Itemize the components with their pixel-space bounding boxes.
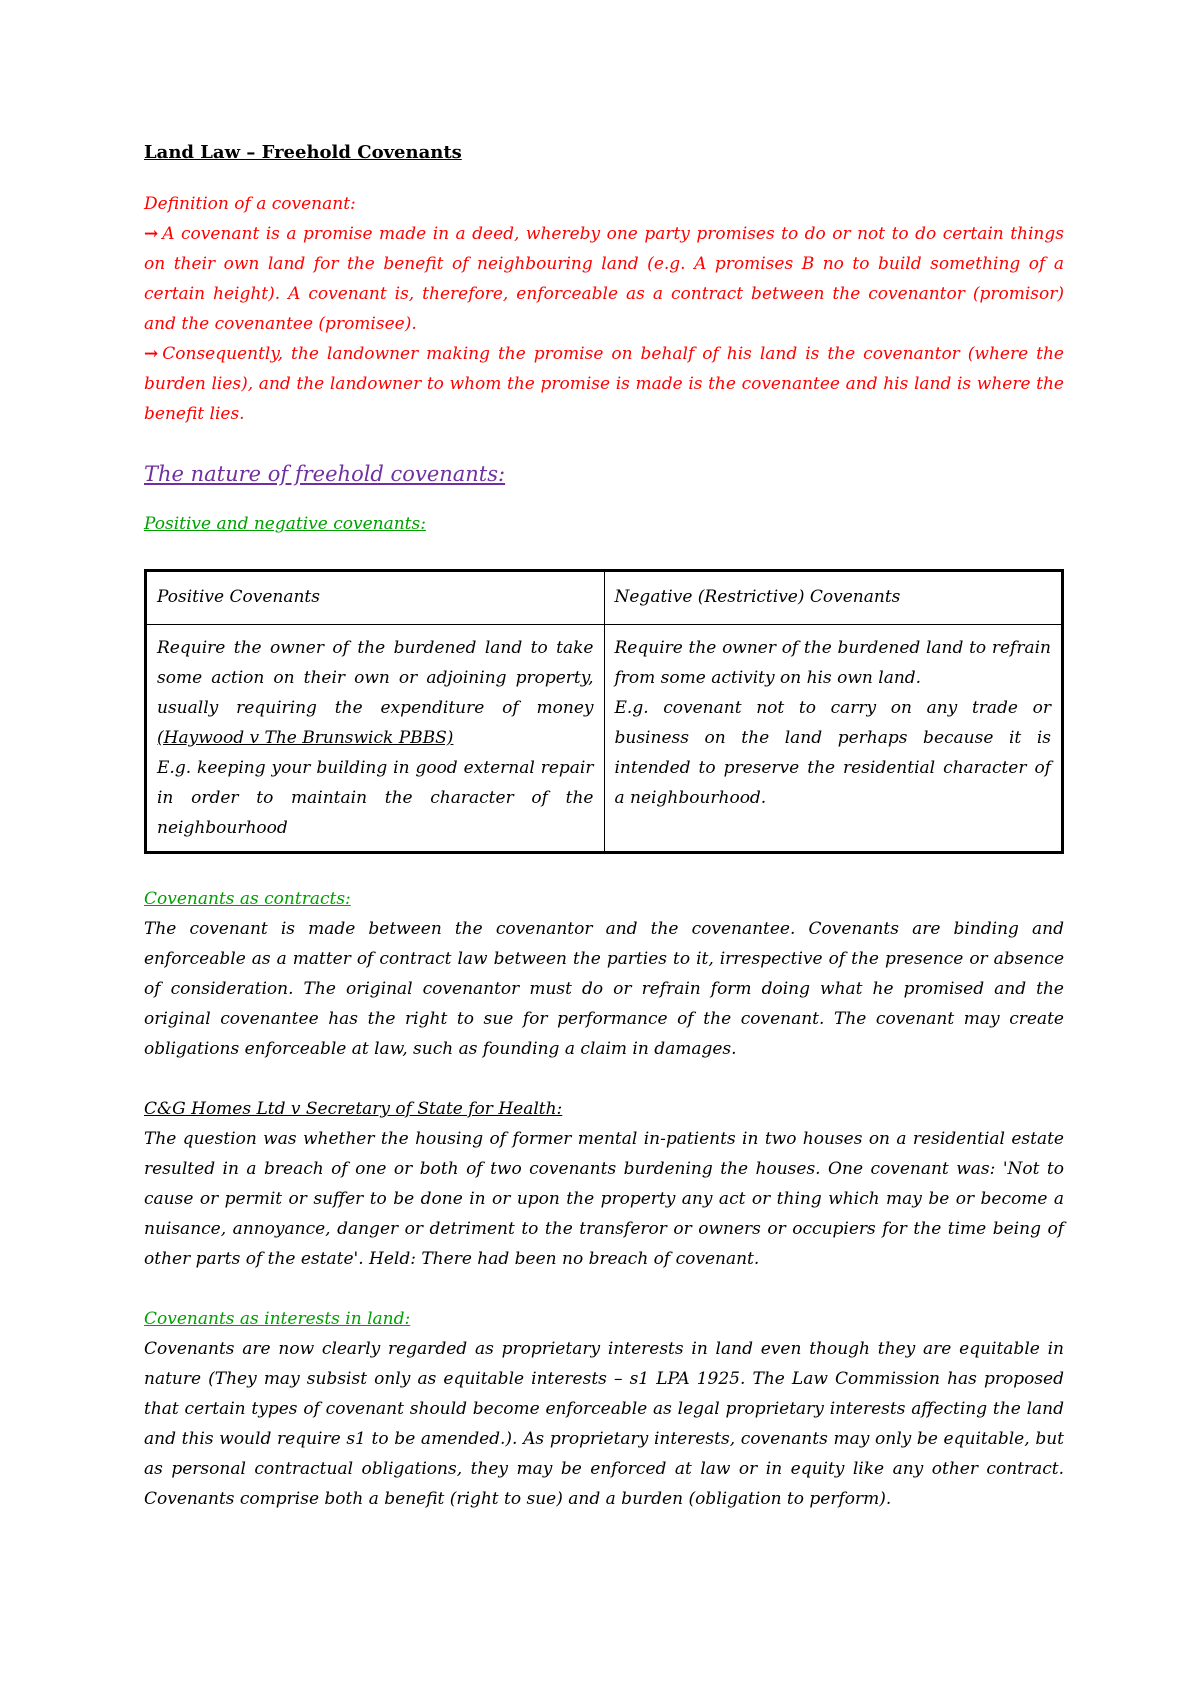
covenants-table — [144, 569, 1064, 854]
positive-text-a: Require the owner of the burdened land to take some action on their own or adjoining property, usually requiring the expenditure of money — [157, 638, 594, 718]
definition-text-1: A covenant is a promise made in a deed, whereby one party promises to do or not to do certain things on their own land for the benefit of neighbouring land (e.g. A promises B no to build something of a certain height). A covenant is, therefore, enforceable as a contract between the covenantor (promisor) and the covenantee (promisee). — [144, 224, 1064, 334]
negative-cell — [604, 625, 1063, 853]
definition-paragraph-1 — [144, 219, 1064, 339]
positive-cell — [146, 625, 605, 853]
case-heading: C&G Homes Ltd v Secretary of State for Health: — [144, 1099, 563, 1119]
interests-body: Covenants are now clearly regarded as proprietary interests in land even though they are equitable in nature (They may subsist only as equitable interests – s1 LPA 1925. The Law Commission has proposed that certain types of covenant should become enforceable as legal proprietary interests affecting the land and this would require s1 to be amended.). As proprietary interests, covenants may only be equitable, but as personal contractual obligations, they may be enforced at law or in equity like any other contract. Covenants comprise both a benefit (right to sue) and a burden (obligation to perform). — [144, 1339, 1064, 1509]
case-body: The question was whether the housing of former mental in-patients in two houses on a residential estate resulted in a breach of one or both of two covenants burdening the houses. One covenant was: 'Not to cause or permit or suffer to be done in or upon the property any act or thing which may be or become a nuisance, annoyance, danger or detriment to the transferor or owners or occupiers for the time being of other parts of the estate'. Held: There had been no breach of covenant. — [144, 1129, 1064, 1269]
contracts-heading: Covenants as contracts: — [144, 889, 351, 909]
case-section — [144, 1094, 1064, 1274]
interests-heading: Covenants as interests in land: — [144, 1309, 411, 1329]
table-header-negative: Negative (Restrictive) Covenants — [604, 571, 1063, 625]
nature-heading: The nature of freehold covenants: — [144, 462, 506, 486]
negative-text-b: E.g. covenant not to carry on any trade or business on the land perhaps because it is intended to preserve the residential character of a neighbourhood. — [614, 698, 1051, 808]
definition-text-2: Consequently, the landowner making the promise on behalf of his land is the covenantor (where the burden lies), and the landowner to whom the promise is made is the covenantee and his land is where the benefit lies. — [144, 344, 1064, 424]
table-header-row — [146, 571, 1063, 625]
contracts-body: The covenant is made between the covenantor and the covenantee. Covenants are binding and enforceable as a matter of contract law between the parties to it, irrespective of the presence or absence of consideration. The original covenantor must do or refrain form doing what he promised and the original covenantee has the right to sue for performance of the covenant. The covenant may create obligations enforceable at law, such as founding a claim in damages. — [144, 919, 1064, 1059]
positive-text-b: E.g. keeping your building in good external repair in order to maintain the character of the neighbourhood — [157, 758, 594, 838]
posneg-heading: Positive and negative covenants: — [144, 514, 426, 534]
arrow-icon: → — [144, 224, 159, 244]
positive-case-ref: (Haywood v The Brunswick PBBS) — [157, 728, 454, 748]
definition-heading: Definition of a covenant: — [144, 194, 356, 214]
negative-text-a: Require the owner of the burdened land to refrain from some activity on his own land. — [614, 638, 1051, 688]
document-content — [144, 142, 1064, 1514]
table-row — [146, 625, 1063, 853]
arrow-icon: → — [144, 344, 159, 364]
table-header-positive: Positive Covenants — [146, 571, 605, 625]
document-title: Land Law – Freehold Covenants — [144, 142, 462, 163]
contracts-section — [144, 884, 1064, 1064]
interests-section — [144, 1304, 1064, 1514]
definition-paragraph-2 — [144, 339, 1064, 429]
